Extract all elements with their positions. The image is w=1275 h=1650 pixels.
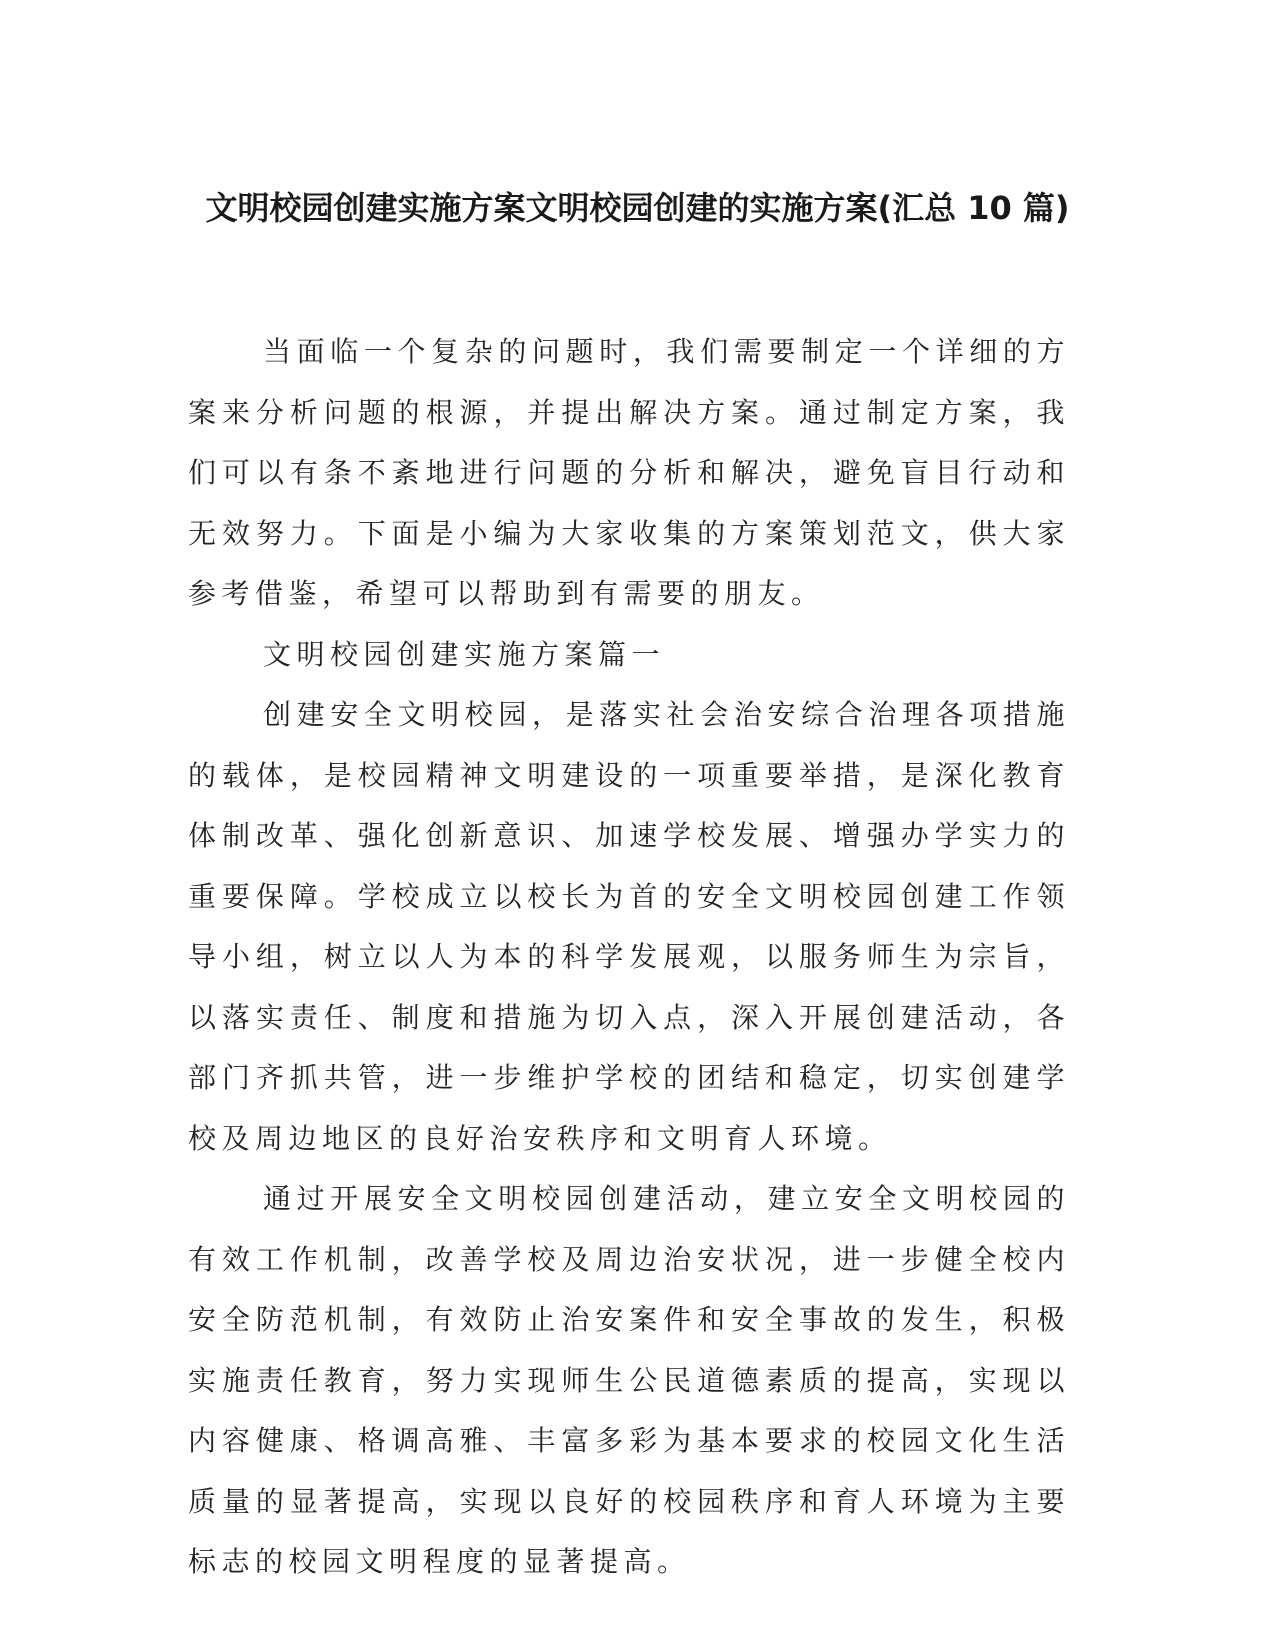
document-body [188, 322, 1070, 1593]
document-title: 文明校园创建实施方案文明校园创建的实施方案(汇总 10 篇) [205, 189, 1070, 227]
section-heading: 文明校园创建实施方案篇一 [263, 637, 666, 671]
intro-paragraph: 当面临一个复杂的问题时，我们需要制定一个详细的方案来分析问题的根源，并提出解决方案。通过制定方案，我们可以有条不紊地进行问题的分析和解决，避免盲目行动和无效努力。下面是小编为大家收集的方案策划范文，供大家参考借鉴，希望可以帮助到有需要的朋友。 [188, 335, 1070, 610]
body-paragraph: 创建安全文明校园，是落实社会治安综合治理各项措施的载体，是校园精神文明建设的一项重要举措，是深化教育体制改革、强化创新意识、加速学校发展、增强办学实力的重要保障。学校成立以校长为首的安全文明校园创建工作领导小组，树立以人为本的科学发展观，以服务师生为宗旨，以落实责任、制度和措施为切入点，深入开展创建活动，各部门齐抓共管，进一步维护学校的团结和稳定，切实创建学校及周边地区的良好治安秩序和文明育人环境。 [188, 698, 1070, 1155]
body-paragraph: 通过开展安全文明校园创建活动，建立安全文明校园的有效工作机制，改善学校及周边治安状况，进一步健全校内安全防范机制，有效防止治安案件和安全事故的发生，积极实施责任教育，努力实现师生公民道德素质的提高，实现以内容健康、格调高雅、丰富多彩为基本要求的校园文化生活质量的显著提高，实现以良好的校园秩序和育人环境为主要标志的校园文明程度的显著提高。 [188, 1182, 1070, 1578]
